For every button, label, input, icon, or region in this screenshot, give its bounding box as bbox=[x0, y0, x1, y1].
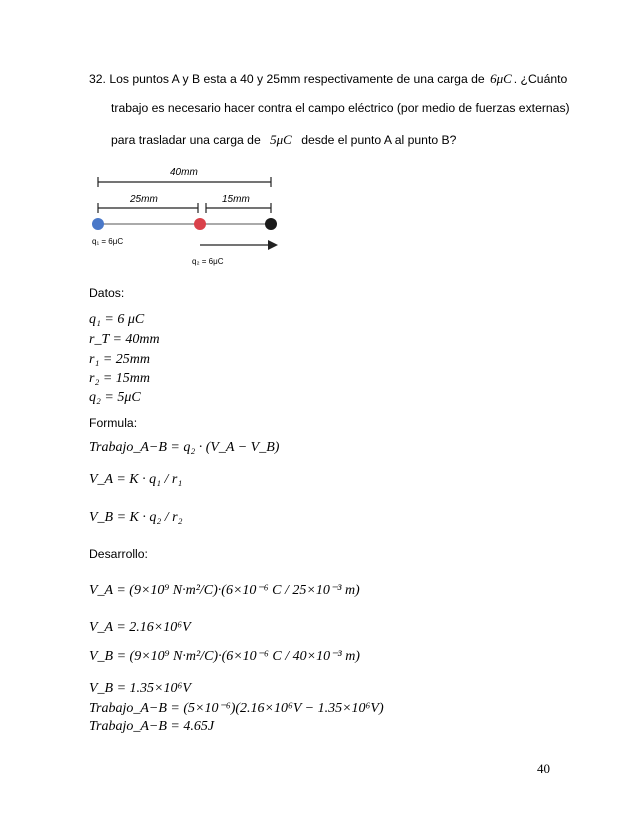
q2-dot bbox=[194, 218, 206, 230]
problem-text-1a: Los puntos A y B esta a 40 y 25mm respectivamente de una carga de bbox=[109, 72, 485, 86]
calc-va: V_A = (9×10⁹ N·m²/C)·(6×10⁻⁶ C / 25×10⁻³ m) bbox=[89, 583, 360, 598]
charge-5uc: 5μC bbox=[270, 132, 292, 147]
problem-text-1c: . ¿Cuánto bbox=[513, 72, 568, 86]
label-q1: q₁ = 6μC bbox=[92, 237, 124, 246]
charge-diagram bbox=[88, 162, 288, 272]
problem-line-3 bbox=[111, 132, 456, 148]
datos-heading: Datos: bbox=[89, 286, 125, 300]
formula-trabajo: Trabajo_A−B = q₂ · (V_A − V_B) bbox=[89, 440, 280, 455]
formula-va: V_A = K · q₁ / r₁ bbox=[89, 472, 183, 487]
problem-text-3a: para trasladar una carga de bbox=[111, 133, 261, 147]
dato-r2: r₂ = 15mm bbox=[89, 371, 150, 386]
arrow-head-icon bbox=[268, 240, 278, 250]
desarrollo-heading: Desarrollo: bbox=[89, 547, 148, 561]
result-va: V_A = 2.16×10⁶V bbox=[89, 620, 191, 635]
problem-line-1 bbox=[89, 71, 567, 87]
formula-vb: V_B = K · q₂ / r₂ bbox=[89, 510, 183, 525]
result-vb: V_B = 1.35×10⁶V bbox=[89, 681, 191, 696]
charge-6uc: 6μC bbox=[490, 71, 512, 86]
calc-vb: V_B = (9×10⁹ N·m²/C)·(6×10⁻⁶ C / 40×10⁻³ m) bbox=[89, 649, 360, 664]
label-q2: q₂ = 6μC bbox=[192, 257, 224, 266]
dato-r1: r₁ = 25mm bbox=[89, 352, 150, 367]
dato-q1: q₁ = 6 μC bbox=[89, 312, 145, 327]
dato-q2: q₂ = 5μC bbox=[89, 390, 141, 405]
end-dot bbox=[265, 218, 277, 230]
label-right: 15mm bbox=[222, 194, 250, 205]
result-trabajo: Trabajo_A−B = 4.65J bbox=[89, 719, 215, 734]
formula-heading: Formula: bbox=[89, 416, 138, 430]
problem-number: 32. bbox=[89, 72, 106, 86]
label-total: 40mm bbox=[170, 167, 198, 178]
dato-rT: r_T = 40mm bbox=[89, 332, 160, 347]
page-number: 40 bbox=[537, 761, 550, 776]
q1-dot bbox=[92, 218, 104, 230]
problem-line-2: trabajo es necesario hacer contra el campo eléctrico (por medio de fuerzas externas) bbox=[111, 101, 570, 115]
label-left: 25mm bbox=[130, 194, 158, 205]
calc-trabajo: Trabajo_A−B = (5×10⁻⁶)(2.16×10⁶V − 1.35×10⁶V) bbox=[89, 701, 384, 716]
problem-text-3c: desde el punto A al punto B? bbox=[301, 133, 457, 147]
